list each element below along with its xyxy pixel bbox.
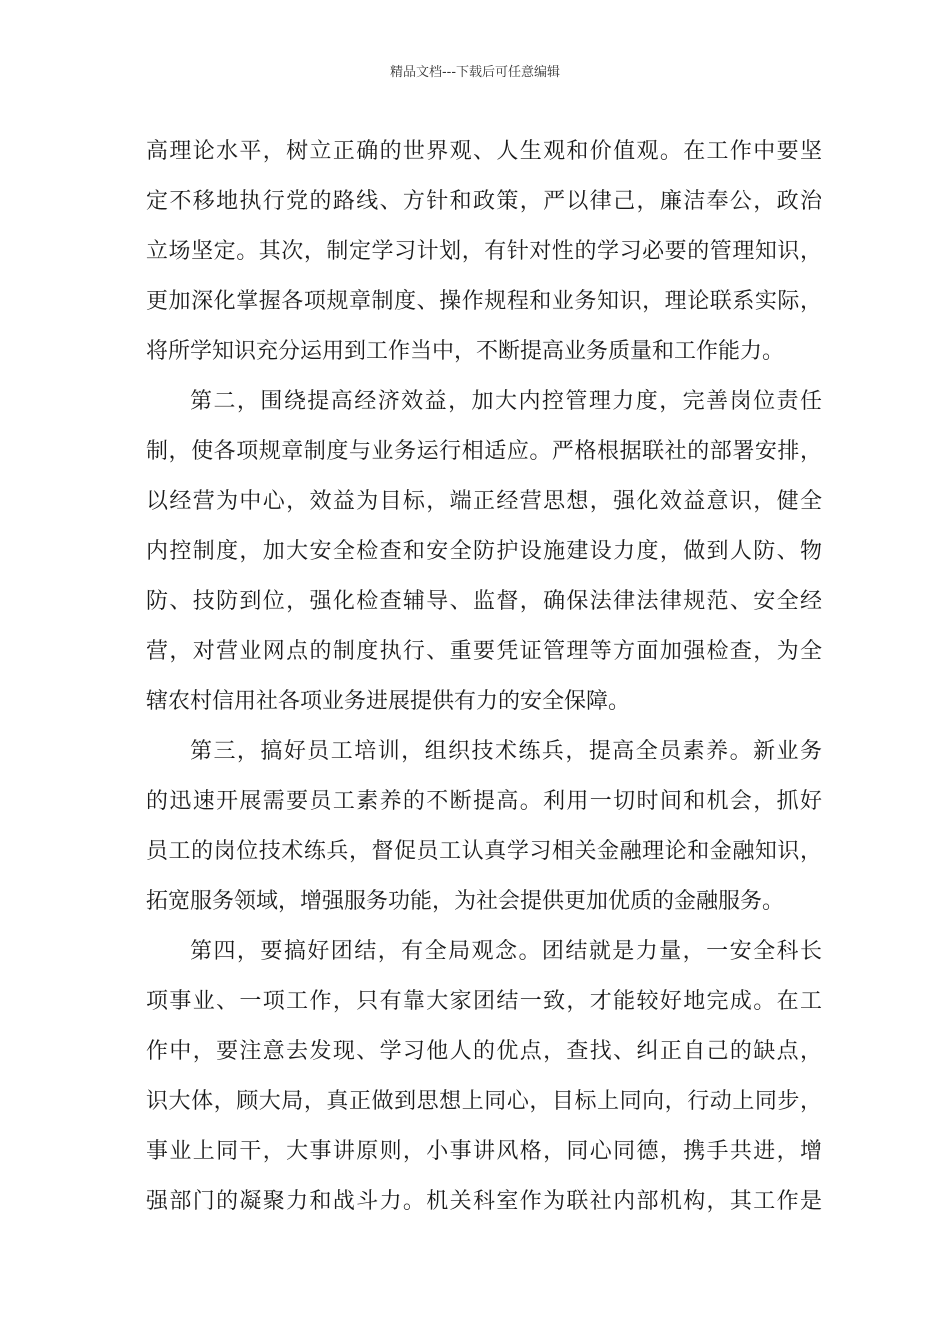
- text-line: 识大体，顾大局，真正做到思想上同心，目标上同向，行动上同步，: [146, 1089, 822, 1114]
- text-line: 防、技防到位，强化检查辅导、监督，确保法律法律规范、安全经: [146, 589, 822, 614]
- text-line: 更加深化掌握各项规章制度、操作规程和业务知识，理论联系实际，: [146, 289, 822, 314]
- text-line: 第三，搞好员工培训，组织技术练兵，提高全员素养。新业务: [190, 739, 822, 764]
- text-line: 第二，围绕提高经济效益，加大内控管理力度，完善岗位责任: [190, 389, 822, 414]
- text-line: 员工的岗位技术练兵，督促员工认真学习相关金融理论和金融知识，: [146, 839, 822, 864]
- text-line: 将所学知识充分运用到工作当中，不断提高业务质量和工作能力。: [146, 339, 785, 364]
- text-line: 项事业、一项工作，只有靠大家团结一致，才能较好地完成。在工: [146, 989, 822, 1014]
- text-line: 以经营为中心，效益为目标，端正经营思想，强化效益意识，健全: [146, 489, 822, 514]
- document-body: [146, 127, 822, 1227]
- text-line: 营，对营业网点的制度执行、重要凭证管理等方面加强检查，为全: [146, 639, 822, 664]
- text-line: 高理论水平，树立正确的世界观、人生观和价值观。在工作中要坚: [146, 139, 822, 164]
- text-line: 定不移地执行党的路线、方针和政策，严以律己，廉洁奉公，政治: [146, 189, 822, 214]
- page-header: [0, 64, 950, 82]
- text-line: 辖农村信用社各项业务进展提供有力的安全保障。: [146, 689, 631, 714]
- text-line: 内控制度，加大安全检查和安全防护设施建设力度，做到人防、物: [146, 539, 822, 564]
- text-line: 强部门的凝聚力和战斗力。机关科室作为联社内部机构，其工作是: [146, 1189, 822, 1214]
- text-line: 事业上同干，大事讲原则，小事讲风格，同心同德，携手共进，增: [146, 1139, 822, 1164]
- text-line: 的迅速开展需要员工素养的不断提高。利用一切时间和机会，抓好: [146, 789, 822, 814]
- page-header-text: 精品文档---下载后可任意编辑: [389, 65, 561, 80]
- text-line: 立场坚定。其次，制定学习计划，有针对性的学习必要的管理知识，: [146, 239, 822, 264]
- text-line: 制，使各项规章制度与业务运行相适应。严格根据联社的部署安排，: [146, 439, 822, 464]
- text-line: 作中，要注意去发现、学习他人的优点，查找、纠正自己的缺点，: [146, 1039, 822, 1064]
- text-line: 第四，要搞好团结，有全局观念。团结就是力量，一安全科长: [190, 939, 822, 964]
- text-line: 拓宽服务领域，增强服务功能，为社会提供更加优质的金融服务。: [146, 889, 785, 914]
